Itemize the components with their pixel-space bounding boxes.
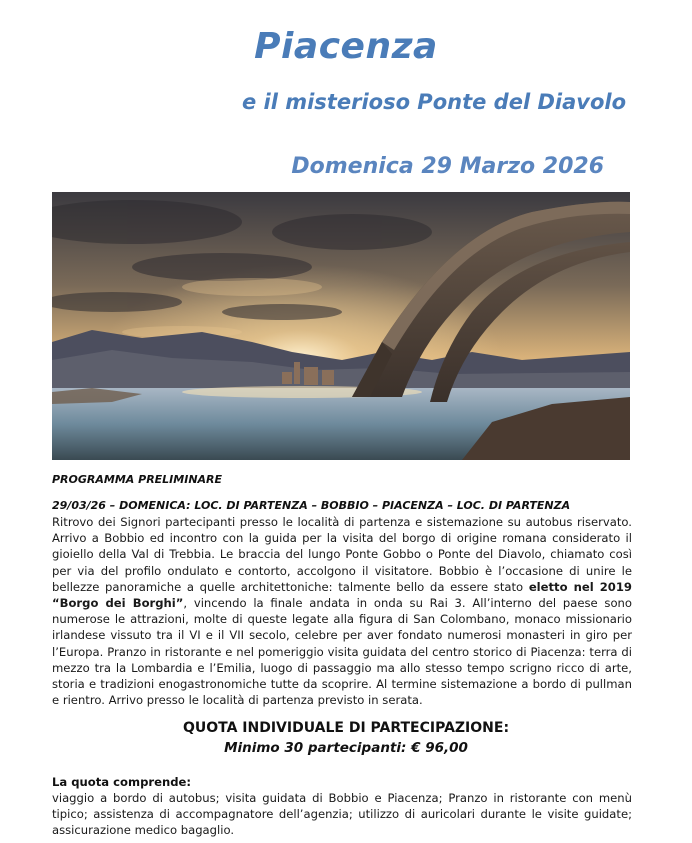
page-title: Piacenza	[254, 26, 438, 67]
includes-label: La quota comprende:	[52, 775, 192, 789]
includes-text: viaggio a bordo di autobus; visita guidata di Bobbio e Piacenza; Pranzo in ristorante con menù tipico; assistenza di accompagnatore dell’agenzia; utilizzo di auricolari durante le visite guidate; assicurazione medico bagaglio.	[52, 791, 632, 838]
quota-price: Minimo 30 partecipanti: € 96,00	[224, 740, 468, 756]
program-text-part1: Ritrovo dei Signori partecipanti presso le località di partenza e sistemazione su autobus riservato. Arrivo a Bobbio ed incontro con la guida per la visita del borgo di origine romana considerato il gioiello della Val di Trebbia. Le braccia del lungo Ponte Gobbo o Ponte del Diavolo, chiamato così per via del profilo ondulato e contorto, accolgono il visitatore. Bobbio è l’occasione di unire le bellezze panoramiche a quelle architettoniche: talmente bello da essere stato	[52, 515, 632, 594]
quota-title: QUOTA INDIVIDUALE DI PARTECIPAZIONE:	[182, 720, 510, 736]
program-text-highlight: eletto nel 2019 “Borgo dei Borghi”	[52, 579, 632, 611]
program-text-part2: , vincendo la finale andata in onda su Rai 3. All’interno del paese sono numerose le attrazioni, molte di queste legate alla figura di San Colombano, monaco missionario irlandese vissuto tra il VI e il VII secolo, celebre per aver fondato numerosi monasteri in giro per l’Europa. Pranzo in ristorante e nel pomeriggio visita guidata del centro storico di Piacenza: terra di mezzo tra la Lombardia e l’Emilia, luogo di passaggio ma allo stesso tempo scrigno ricco di arte, storia e tradizioni enogastronomiche tutte da scoprire. Al termine sistemazione a bordo di pullman e rientro. Arrivo presso le località di partenza previsto in serata.	[52, 596, 632, 708]
page-subtitle: e il misterioso Ponte del Diavolo	[241, 90, 626, 114]
program-description	[52, 514, 632, 708]
ponte-del-diavolo-photo	[52, 192, 630, 460]
itinerary-route: 29/03/26 – DOMENICA: LOC. DI PARTENZA – BOBBIO – PIACENZA – LOC. DI PARTENZA	[52, 499, 571, 512]
program-section-label: PROGRAMMA PRELIMINARE	[52, 473, 223, 486]
event-date: Domenica 29 Marzo 2026	[291, 154, 604, 179]
